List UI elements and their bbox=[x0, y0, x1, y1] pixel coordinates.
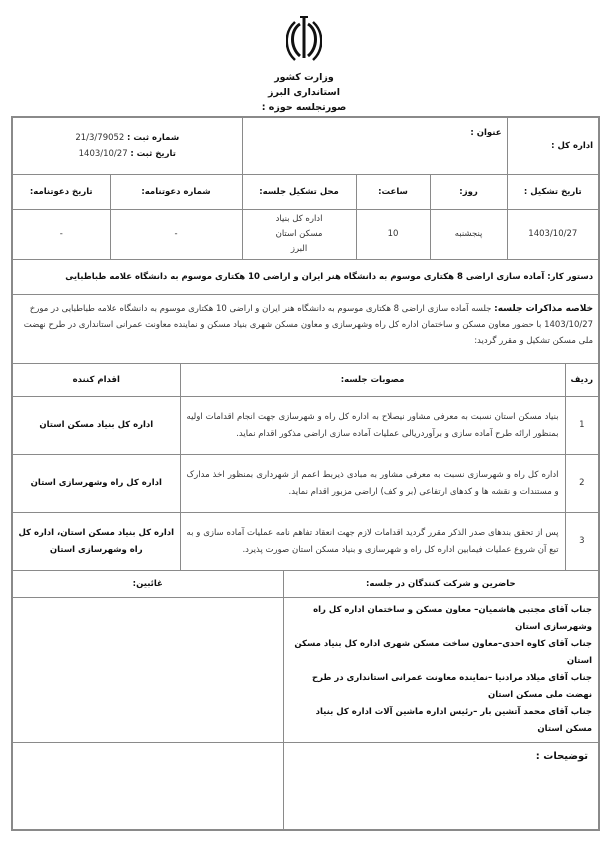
invitation-number-header: شماره دعوتنامه: bbox=[110, 175, 242, 210]
summary-label: خلاصه مذاکرات جلسه: bbox=[494, 304, 594, 314]
agenda-row bbox=[12, 260, 599, 295]
agenda-label: دستور کار: bbox=[547, 272, 594, 282]
agenda-cell bbox=[12, 260, 599, 295]
resolution-actor: اداره کل بنیاد مسکن استان bbox=[12, 397, 180, 455]
day-value: پنجشنبه bbox=[430, 210, 507, 260]
governorate-name: استانداری البرز bbox=[268, 87, 340, 98]
meeting-info-values bbox=[12, 210, 599, 260]
top-row bbox=[12, 117, 599, 175]
location-value: اداره کل بنیاد مسکن استان البرز bbox=[242, 210, 356, 260]
document-title: صورتجلسه حوزه : bbox=[261, 102, 347, 113]
resolution-row bbox=[12, 455, 599, 513]
reg-date-value: 1403/10/27 bbox=[78, 149, 128, 159]
subject-label: عنوان : bbox=[470, 128, 502, 138]
row-number-header: ردیف bbox=[565, 364, 599, 397]
department-cell bbox=[507, 117, 599, 175]
formation-date-value: 1403/10/27 bbox=[507, 210, 599, 260]
summary-cell bbox=[12, 295, 599, 364]
resolution-number: 3 bbox=[565, 513, 599, 571]
attendee: جناب آقای میلاد مرادنیا –نماینده معاونت عمرانی استانداری در طرح نهضت ملی مسکن استان bbox=[311, 673, 593, 700]
resolution-text: اداره کل راه و شهرسازی نسبت به معرفی مشاور به مبادی ذیربط اعمم از شهرداری بمنظور اخذ مدارک و مستندات و نقشه ها و کدهای ارتفاعی (بر و کف) اراضی مزبور اقدام نماید. bbox=[180, 455, 565, 513]
resolution-number: 2 bbox=[565, 455, 599, 513]
reg-number-value: 21/3/79052 bbox=[75, 133, 125, 143]
attendance-header-row bbox=[12, 571, 599, 598]
time-header: ساعت: bbox=[356, 175, 430, 210]
resolutions-header-row bbox=[12, 364, 599, 397]
attendee: جناب آقای مجتبی هاشمیان– معاون مسکن و ساختمان اداره کل راه وشهرسازی استان bbox=[313, 605, 593, 632]
ministry-name: وزارت کشور bbox=[274, 72, 334, 83]
attendee: جناب آقای کاوه احدی–معاون ساخت مسکن شهری اداره کل بنیاد مسکن استان bbox=[294, 639, 593, 666]
document-header bbox=[0, 14, 608, 115]
resolution-row bbox=[12, 397, 599, 455]
invitation-date-value: - bbox=[12, 210, 110, 260]
location-header: محل تشکیل جلسه: bbox=[242, 175, 356, 210]
agenda-text: آماده سازی اراضی 8 هکتاری موسوم به دانشگاه هنر ایران و اراضی 10 هکتاری موسوم به دانشگاه علامه طباطبایی bbox=[65, 272, 545, 282]
present-header: حاضرین و شرکت کنندگان در جلسه: bbox=[283, 571, 599, 598]
resolution-text: پس از تحقق بندهای صدر الذکر مقرر گردید اقدامات لازم جهت انعقاد تفاهم نامه عملیات آماده سازی و به تبع آن شروع عملیات فیمابین اداره کل راه و شهرسازی و بنیاد مسکن استان صورت پذیرد. bbox=[180, 513, 565, 571]
actor-header: اقدام کننده bbox=[12, 364, 180, 397]
absent-header: غائبین: bbox=[12, 571, 283, 598]
resolution-row bbox=[12, 513, 599, 571]
attendee: جناب آقای محمد آتشین بار –رئیس اداره ماشین آلات اداره کل بنیاد مسکن استان bbox=[315, 707, 593, 734]
iran-emblem-icon bbox=[286, 14, 322, 64]
resolution-actor: اداره کل بنیاد مسکن استان، اداره کل راه وشهرسازی استان bbox=[12, 513, 180, 571]
notes-cell bbox=[283, 743, 599, 831]
formation-date-header: تاریخ تشکیل : bbox=[507, 175, 599, 210]
resolution-actor: اداره کل راه وشهرسازی استان bbox=[12, 455, 180, 513]
reg-date-label: تاریخ ثبت : bbox=[130, 149, 176, 159]
invitation-date-header: تاریخ دعوتنامه: bbox=[12, 175, 110, 210]
registration-cell bbox=[12, 117, 242, 175]
notes-signature-cell bbox=[12, 743, 283, 831]
notes-row bbox=[12, 743, 599, 831]
resolution-text: بنیاد مسکن استان نسبت به معرفی مشاور نیصلاح به اداره کل راه و شهرسازی جهت انجام اقدامات اولیه بمنظور ارائه طرح آماده سازی و برآوردریالی عملیات آماده سازی اراضی مذکور اقدام نماید. bbox=[180, 397, 565, 455]
time-value: 10 bbox=[356, 210, 430, 260]
summary-text: جلسه آماده سازی اراضی 8 هکتاری موسوم به دانشگاه هنر ایران و اراضی 10 هکتاری موسوم به دانشگاه علامه طباطبایی در مورخ 1403/10/27 با حضور معاون مسکن و ساختمان اداره کل راه وشهرسازی و معاون مسکن شهری بنیاد مسکن و نماینده معاونت عمرانی استانداری در طرح نهضت ملی مسکن تشکیل و مقرر گردید: bbox=[23, 304, 594, 346]
resolutions-header: مصوبات جلسه: bbox=[180, 364, 565, 397]
minutes-form bbox=[11, 116, 600, 831]
reg-number-label: شماره ثبت : bbox=[127, 133, 180, 143]
absent-list bbox=[12, 598, 283, 743]
resolution-number: 1 bbox=[565, 397, 599, 455]
day-header: روز: bbox=[430, 175, 507, 210]
present-list bbox=[283, 598, 599, 743]
summary-row bbox=[12, 295, 599, 364]
subject-cell bbox=[242, 117, 507, 175]
department-label: اداره کل : bbox=[551, 141, 594, 151]
attendance-row bbox=[12, 598, 599, 743]
invitation-number-value: - bbox=[110, 210, 242, 260]
notes-label: توضیحات : bbox=[535, 751, 589, 762]
meeting-info-headers bbox=[12, 175, 599, 210]
